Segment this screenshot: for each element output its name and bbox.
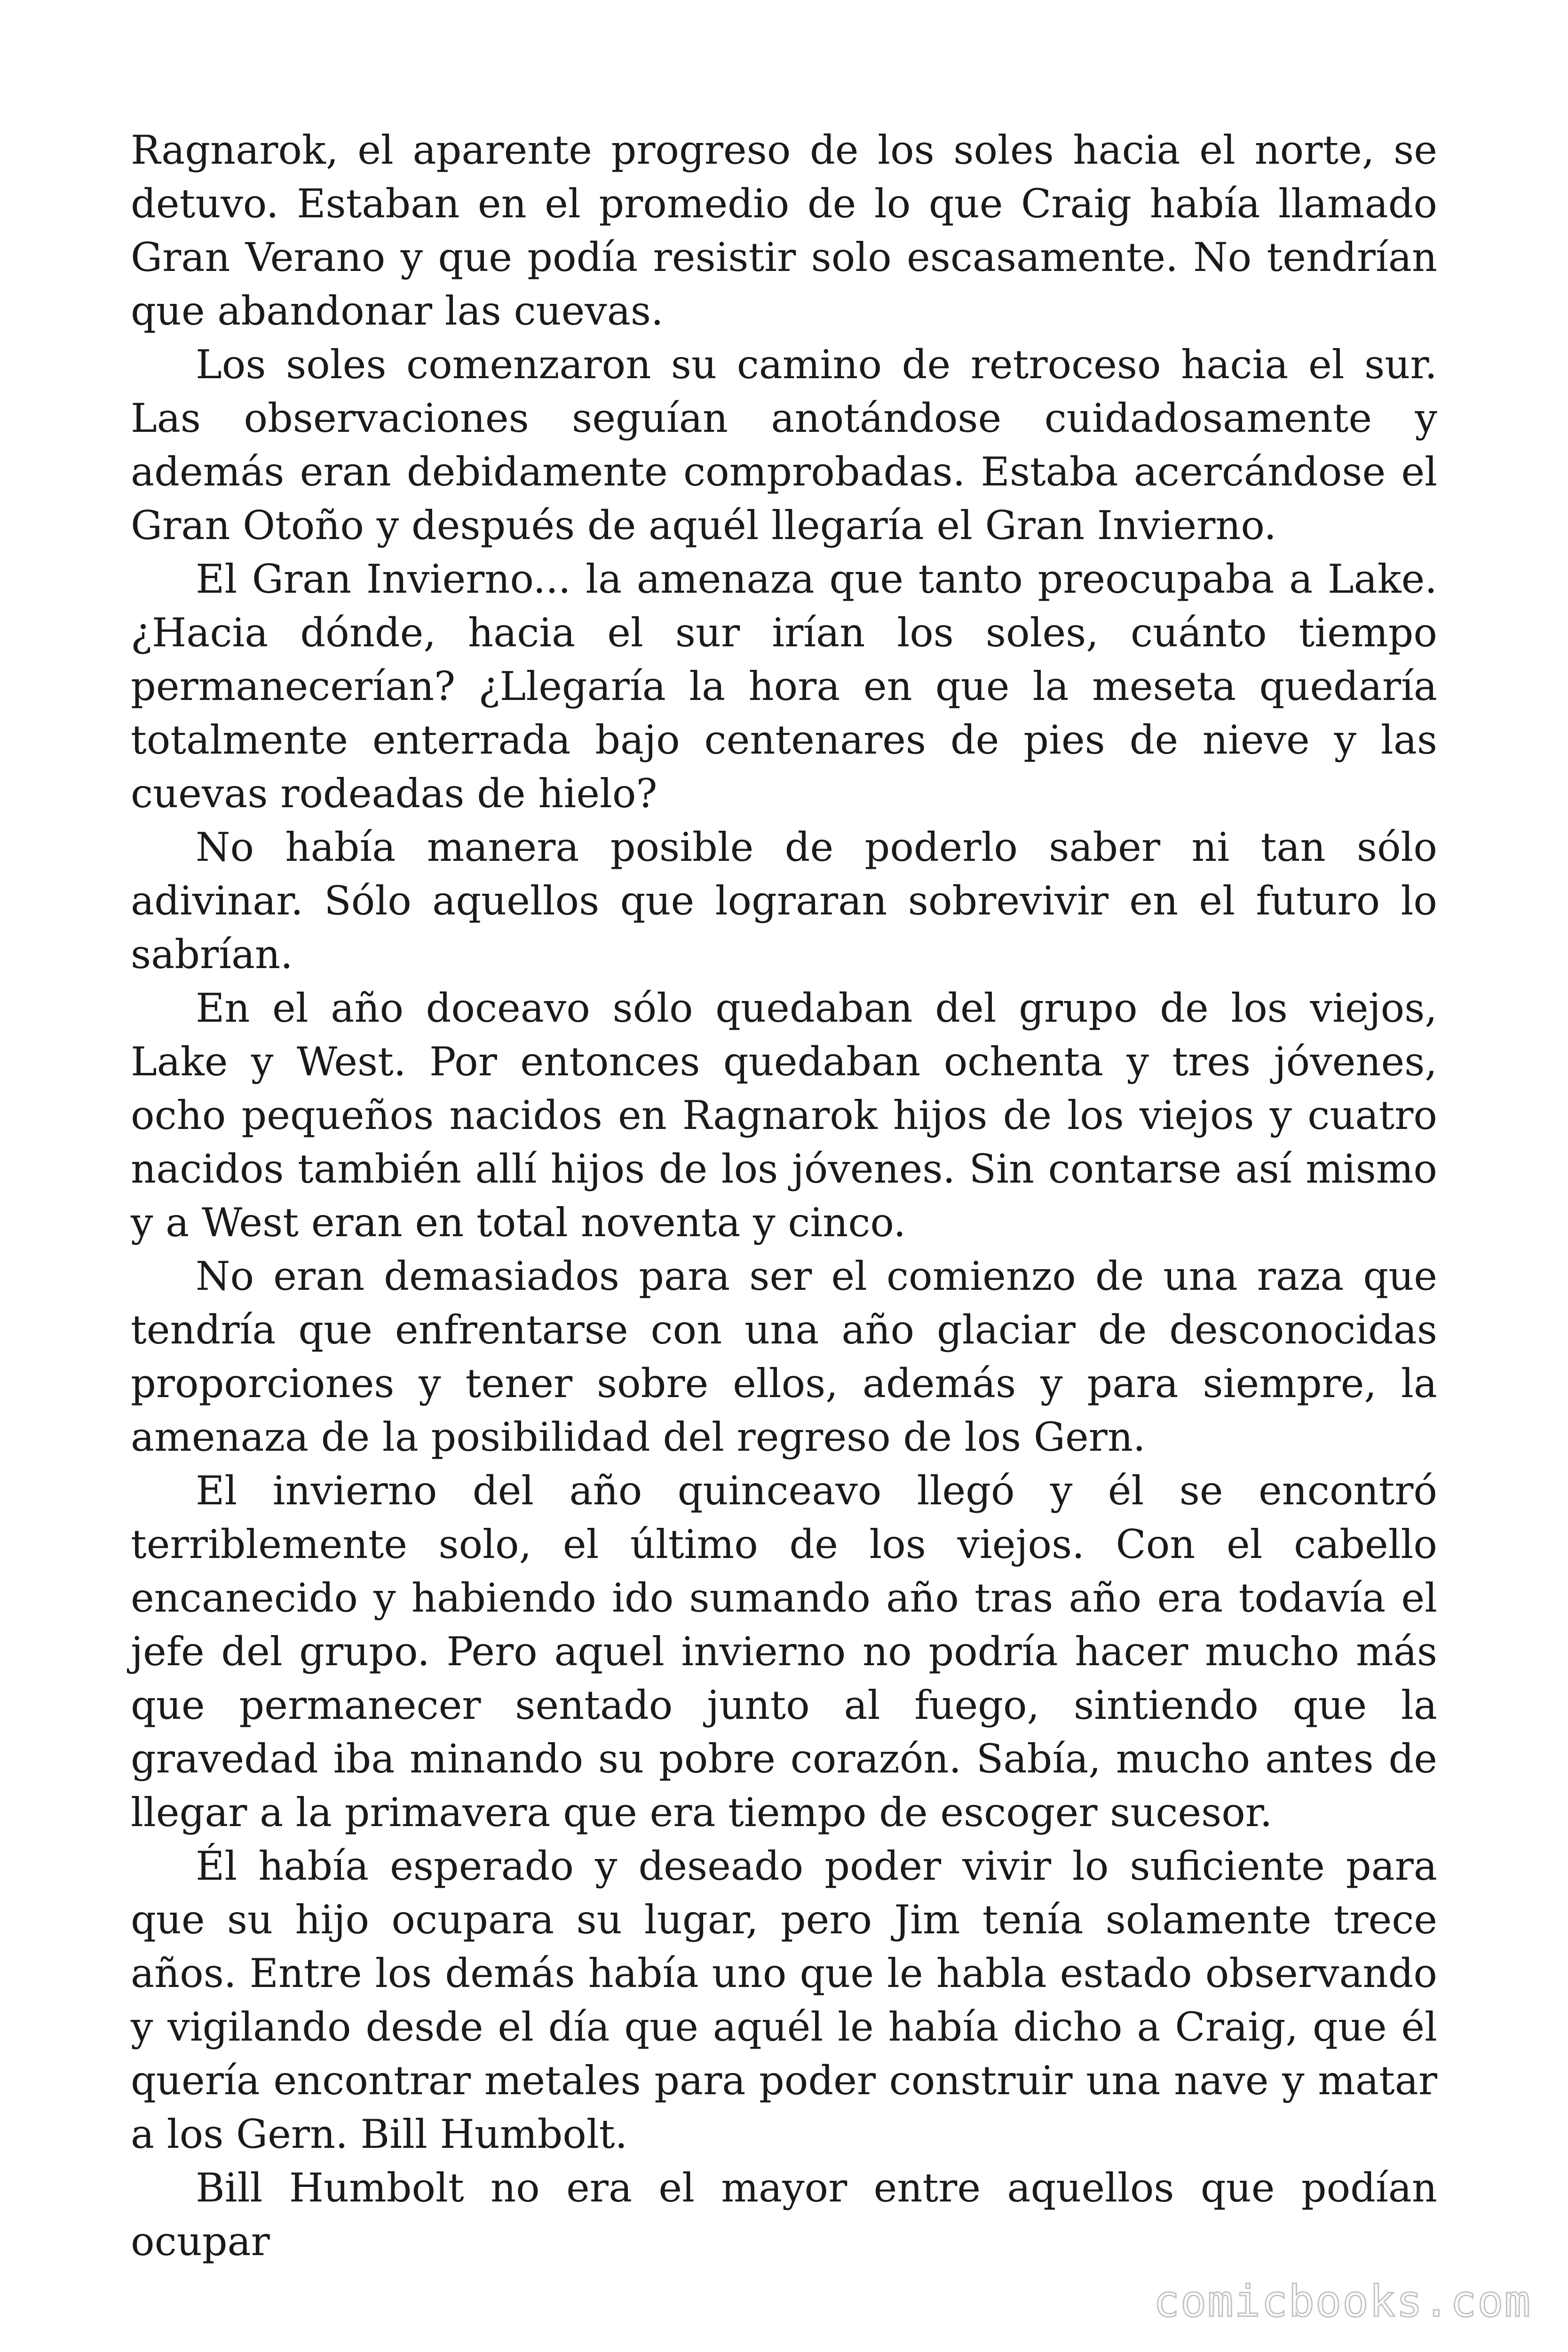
paragraph: Bill Humbolt no era el mayor entre aquellos que podían ocupar [131,2165,1437,2265]
paragraph: Los soles comenzaron su camino de retroceso hacia el sur. Las observaciones seguían anotándose cuidadosamente y además eran debidamente comprobadas. Estaba acercándose el Gran Otoño y después de aquél llegaría el Gran Invierno. [131,342,1437,548]
paragraph: En el año doceavo sólo quedaban del grupo de los viejos, Lake y West. Por entonces quedaban ochenta y tres jóvenes, ocho pequeños nacidos en Ragnarok hijos de los viejos y cuatro nacidos también allí hijos de los jóvenes. Sin contarse así mismo y a West eran en total noventa y cinco. [131,985,1437,1246]
book-page-text [131,123,1437,2268]
paragraph: Él había esperado y deseado poder vivir lo suficiente para que su hijo ocupara su lugar, pero Jim tenía solamente trece años. Entre los demás había uno que le habla estado observando y vigilando desde el día que aquél le había dicho a Craig, que él quería encontrar metales para poder construir una nave y matar a los Gern. Bill Humbolt. [131,1843,1437,2157]
paragraph: El invierno del año quinceavo llegó y él se encontró terriblemente solo, el último de los viejos. Con el cabello encanecido y habiendo ido sumando año tras año era todavía el jefe del grupo. Pero aquel invierno no podría hacer mucho más que permanecer sentado junto al fuego, sintiendo que la gravedad iba minando su pobre corazón. Sabía, mucho antes de llegar a la primavera que era tiempo de escoger sucesor. [131,1468,1437,1836]
watermark: comicbooks.com [1153,2276,1531,2327]
paragraph: No había manera posible de poderlo saber ni tan sólo adivinar. Sólo aquellos que lograran sobrevivir en el futuro lo sabrían. [131,824,1437,977]
paragraph: El Gran Invierno... la amenaza que tanto preocupaba a Lake. ¿Hacia dónde, hacia el sur irían los soles, cuánto tiempo permanecerían? ¿Llegaría la hora en que la meseta quedaría totalmente enterrada bajo centenares de pies de nieve y las cuevas rodeadas de hielo? [131,556,1437,817]
paragraph: No eran demasiados para ser el comienzo de una raza que tendría que enfrentarse con una año glaciar de desconocidas proporciones y tener sobre ellos, además y para siempre, la amenaza de la posibilidad del regreso de los Gern. [131,1253,1437,1460]
paragraph: Ragnarok, el aparente progreso de los soles hacia el norte, se detuvo. Estaban en el promedio de lo que Craig había llamado Gran Verano y que podía resistir solo escasamente. No tendrían que abandonar las cuevas. [131,127,1437,334]
